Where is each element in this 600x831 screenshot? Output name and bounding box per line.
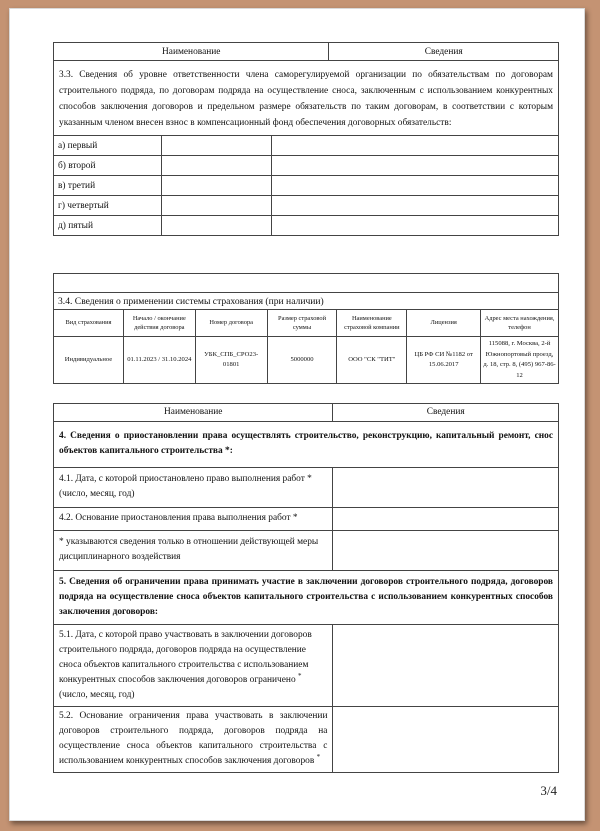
level-cell [271,216,558,236]
level-label: в) третий [54,176,162,196]
level-cell [271,196,558,216]
section-4-2-label: 4.2. Основание приостановления права выполнения работ * [54,508,333,531]
column-header: Адрес места нахождения, телефон [481,310,559,337]
page-number: 3/4 [540,783,557,798]
insurance-table [53,273,559,384]
insurance-title: 3.4. Сведения о применении системы страхования (при наличии) [54,293,559,310]
blank-row [54,274,559,293]
contract-number: УБК_СПБ_СРО23-01801 [195,337,267,384]
section-5-2-value [333,707,559,773]
level-cell [271,156,558,176]
section-5-2-cell [54,707,333,773]
document-page [9,8,585,821]
level-label: а) первый [54,136,162,156]
column-header: Наименование страховой компании [337,310,407,337]
section-4-note: * указываются сведения только в отношении действующей меры дисциплинарного воздействия [54,531,333,571]
section-4-1-value [333,468,559,508]
level-label: б) второй [54,156,162,176]
section-4-title: 4. Сведения о приостановлении права осуществлять строительство, реконструкцию, капитальный ремонт, снос объектов капитального строительства *: [54,422,559,468]
contract-period: 01.11.2023 / 31.10.2024 [123,337,195,384]
header-info: Сведения [329,43,559,61]
section-4-2-value [333,508,559,531]
column-header: Номер договора [195,310,267,337]
footnote-star: * [316,753,321,761]
section-5-1-date-hint: (число, месяц, год) [59,689,135,700]
section-5-1-value [333,625,559,707]
section-5-1-cell [54,625,333,707]
section-5-title: 5. Сведения об ограничении права принимать участие в заключении договоров строительного подряда, договоров подряда на осуществление сноса объектов капитального строительства с использованием конкурентных способов заключения договоров: [54,571,559,625]
restrictions-table [53,403,559,773]
level-cell [161,176,271,196]
section-4-note-value [333,531,559,571]
column-header: Начало / окончание действия договора [123,310,195,337]
section-5-2-label: 5.2. Основание ограничения права участвовать в заключении договоров строительного подряда, договоров подряда на осуществление сноса объектов капитального строительства с использованием конкурентных способов заключения договоров [59,711,328,766]
column-header: Лицензия [407,310,481,337]
section-5-1-label: 5.1. Дата, с которой право участвовать в заключении договоров строительного подряда, договоров подряда на осуществление сноса объектов капитального строительства с использованием конкурентных способов заключения договоров ограничено [59,629,312,685]
insurance-type: Индивидуальное [54,337,124,384]
insurer-name: ООО "СК "ТИТ" [337,337,407,384]
header-info: Сведения [333,404,559,422]
level-cell [161,216,271,236]
level-label: г) четвертый [54,196,162,216]
header-name: Наименование [54,43,329,61]
level-cell [161,196,271,216]
level-cell [271,136,558,156]
section-3-3-text: 3.3. Сведения об уровне ответственности члена саморегулируемой организации по обязательствам по договорам строительного подряда, по договорам подряда на осуществление сноса, заключенным с использованием конкурентных способов заключения договоров и предельном размере обязательств по таким договорам, в соответствии с которым указанным членом внесен взнос в компенсационный фонд обеспечения договорных обязательств: [54,61,559,136]
liability-level-table [53,42,559,236]
section-4-1-label: 4.1. Дата, с которой приостановлено право выполнения работ * (число, месяц, год) [54,468,333,508]
insured-sum: 5000000 [267,337,337,384]
column-header: Вид страхования [54,310,124,337]
level-cell [271,176,558,196]
level-label: д) пятый [54,216,162,236]
level-cell [161,156,271,176]
license: ЦБ РФ СИ №1182 от 15.06.2017 [407,337,481,384]
column-header: Размер страховой суммы [267,310,337,337]
footnote-star: * [297,671,302,680]
level-cell [161,136,271,156]
insurer-address: 115088, г. Москва, 2-й Южнопортовый проезд, д. 18, стр. 8, (495) 967-86-12 [481,337,559,384]
header-name: Наименование [54,404,333,422]
